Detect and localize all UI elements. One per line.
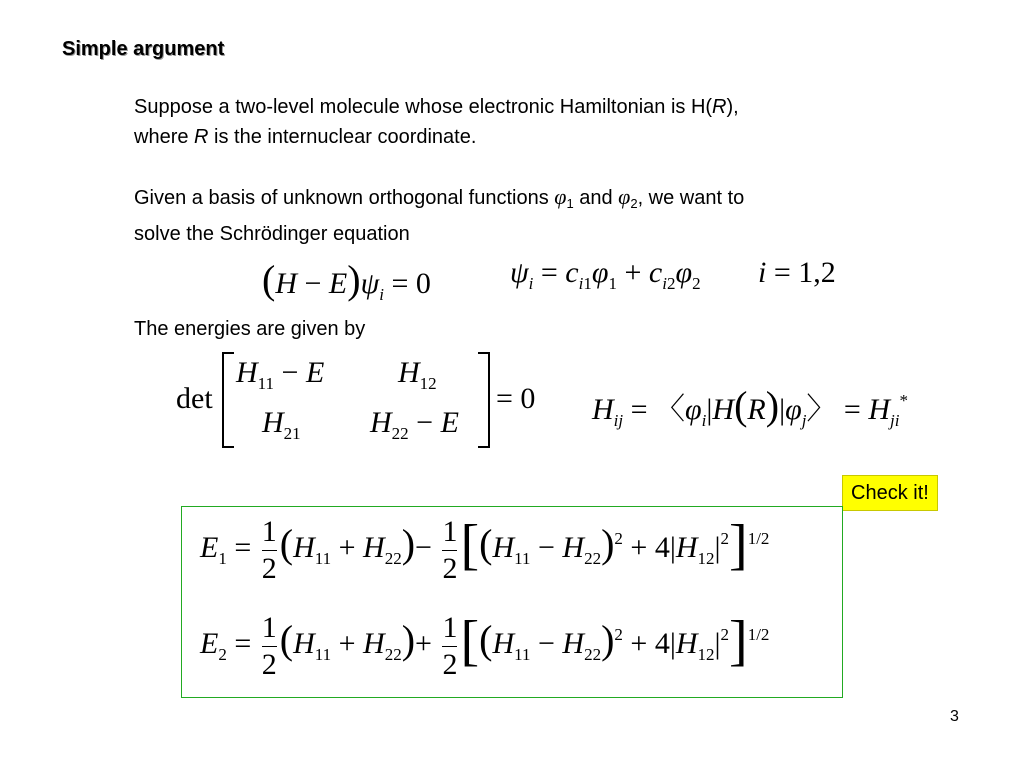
basis-line-1-end: , we want to	[637, 187, 745, 209]
schrodinger-equation: $(H - E)\psi_i = 0$	[262, 257, 431, 304]
basis-line-1	[134, 182, 934, 219]
intro-line-2-symbol: R	[194, 126, 209, 148]
basis-and-text: and	[573, 187, 619, 209]
matrix-cell-21: $H_{21}$	[262, 406, 301, 443]
matrix-left-bracket	[222, 352, 234, 448]
intro-line-1	[134, 92, 934, 122]
intro-line-2	[134, 122, 934, 152]
index-range: i = 1,2	[758, 256, 836, 289]
wavefunction-expansion: $\psi_i = c_{i1}\varphi_1 + c_{i2}\varphi_2$	[510, 256, 701, 293]
matrix-cell-22: $H_{22} - E$	[370, 406, 459, 443]
intro-line-2-text: where	[134, 126, 195, 148]
secular-determinant	[176, 350, 556, 450]
matrix-cell-12: $H_{12}$	[398, 356, 437, 393]
phi-subscript-1: 1	[566, 196, 574, 211]
matrix-right-bracket	[478, 352, 490, 448]
basis-line-2: solve the Schrödinger equation	[134, 223, 410, 245]
phi-subscript-2: 2	[630, 196, 638, 211]
det-operator: det	[176, 382, 213, 415]
check-it-badge: Check it!	[842, 475, 938, 511]
page-number: 3	[950, 708, 959, 725]
slide-title: Simple argument	[62, 38, 225, 60]
basis-line-1-text: Given a basis of unknown orthogonal functions	[134, 187, 555, 209]
energy-e1-formula: $E_1$ = $\frac{1}{2}$ $(H_{11} + H_{22})-$ $\frac{1}{2}$ $[(H_{11} - H_{22})^2 + 4|H_{12}|^2]^{1/2}$	[200, 513, 770, 585]
basis-paragraph	[134, 182, 934, 249]
phi-symbol-1: φ	[554, 184, 567, 209]
intro-line-1-end: ),	[726, 96, 739, 118]
intro-line-2-end: is the internuclear coordinate.	[208, 126, 477, 148]
intro-paragraph	[134, 92, 934, 152]
intro-line-1-symbol: R	[712, 96, 727, 118]
det-equals-zero: = 0	[496, 382, 536, 415]
energies-paragraph: The energies are given by	[134, 318, 366, 340]
energy-e2-formula: $E_2$ = $\frac{1}{2}$ $(H_{11} + H_{22})+$ $\frac{1}{2}$ $[(H_{11} - H_{22})^2 + 4|H_{12}|^2]^{1/2}$	[200, 609, 770, 681]
matrix-cell-11: $H_{11} - E$	[236, 356, 325, 393]
intro-line-1-text: Suppose a two-level molecule whose electronic Hamiltonian is H(	[134, 96, 713, 118]
matrix-element-definition: $H_{ij}$ = 〈$\varphi_i|H(R)|\varphi_j$〉 = $H_{ji}^*$	[592, 383, 908, 430]
phi-symbol-2: φ	[618, 184, 631, 209]
